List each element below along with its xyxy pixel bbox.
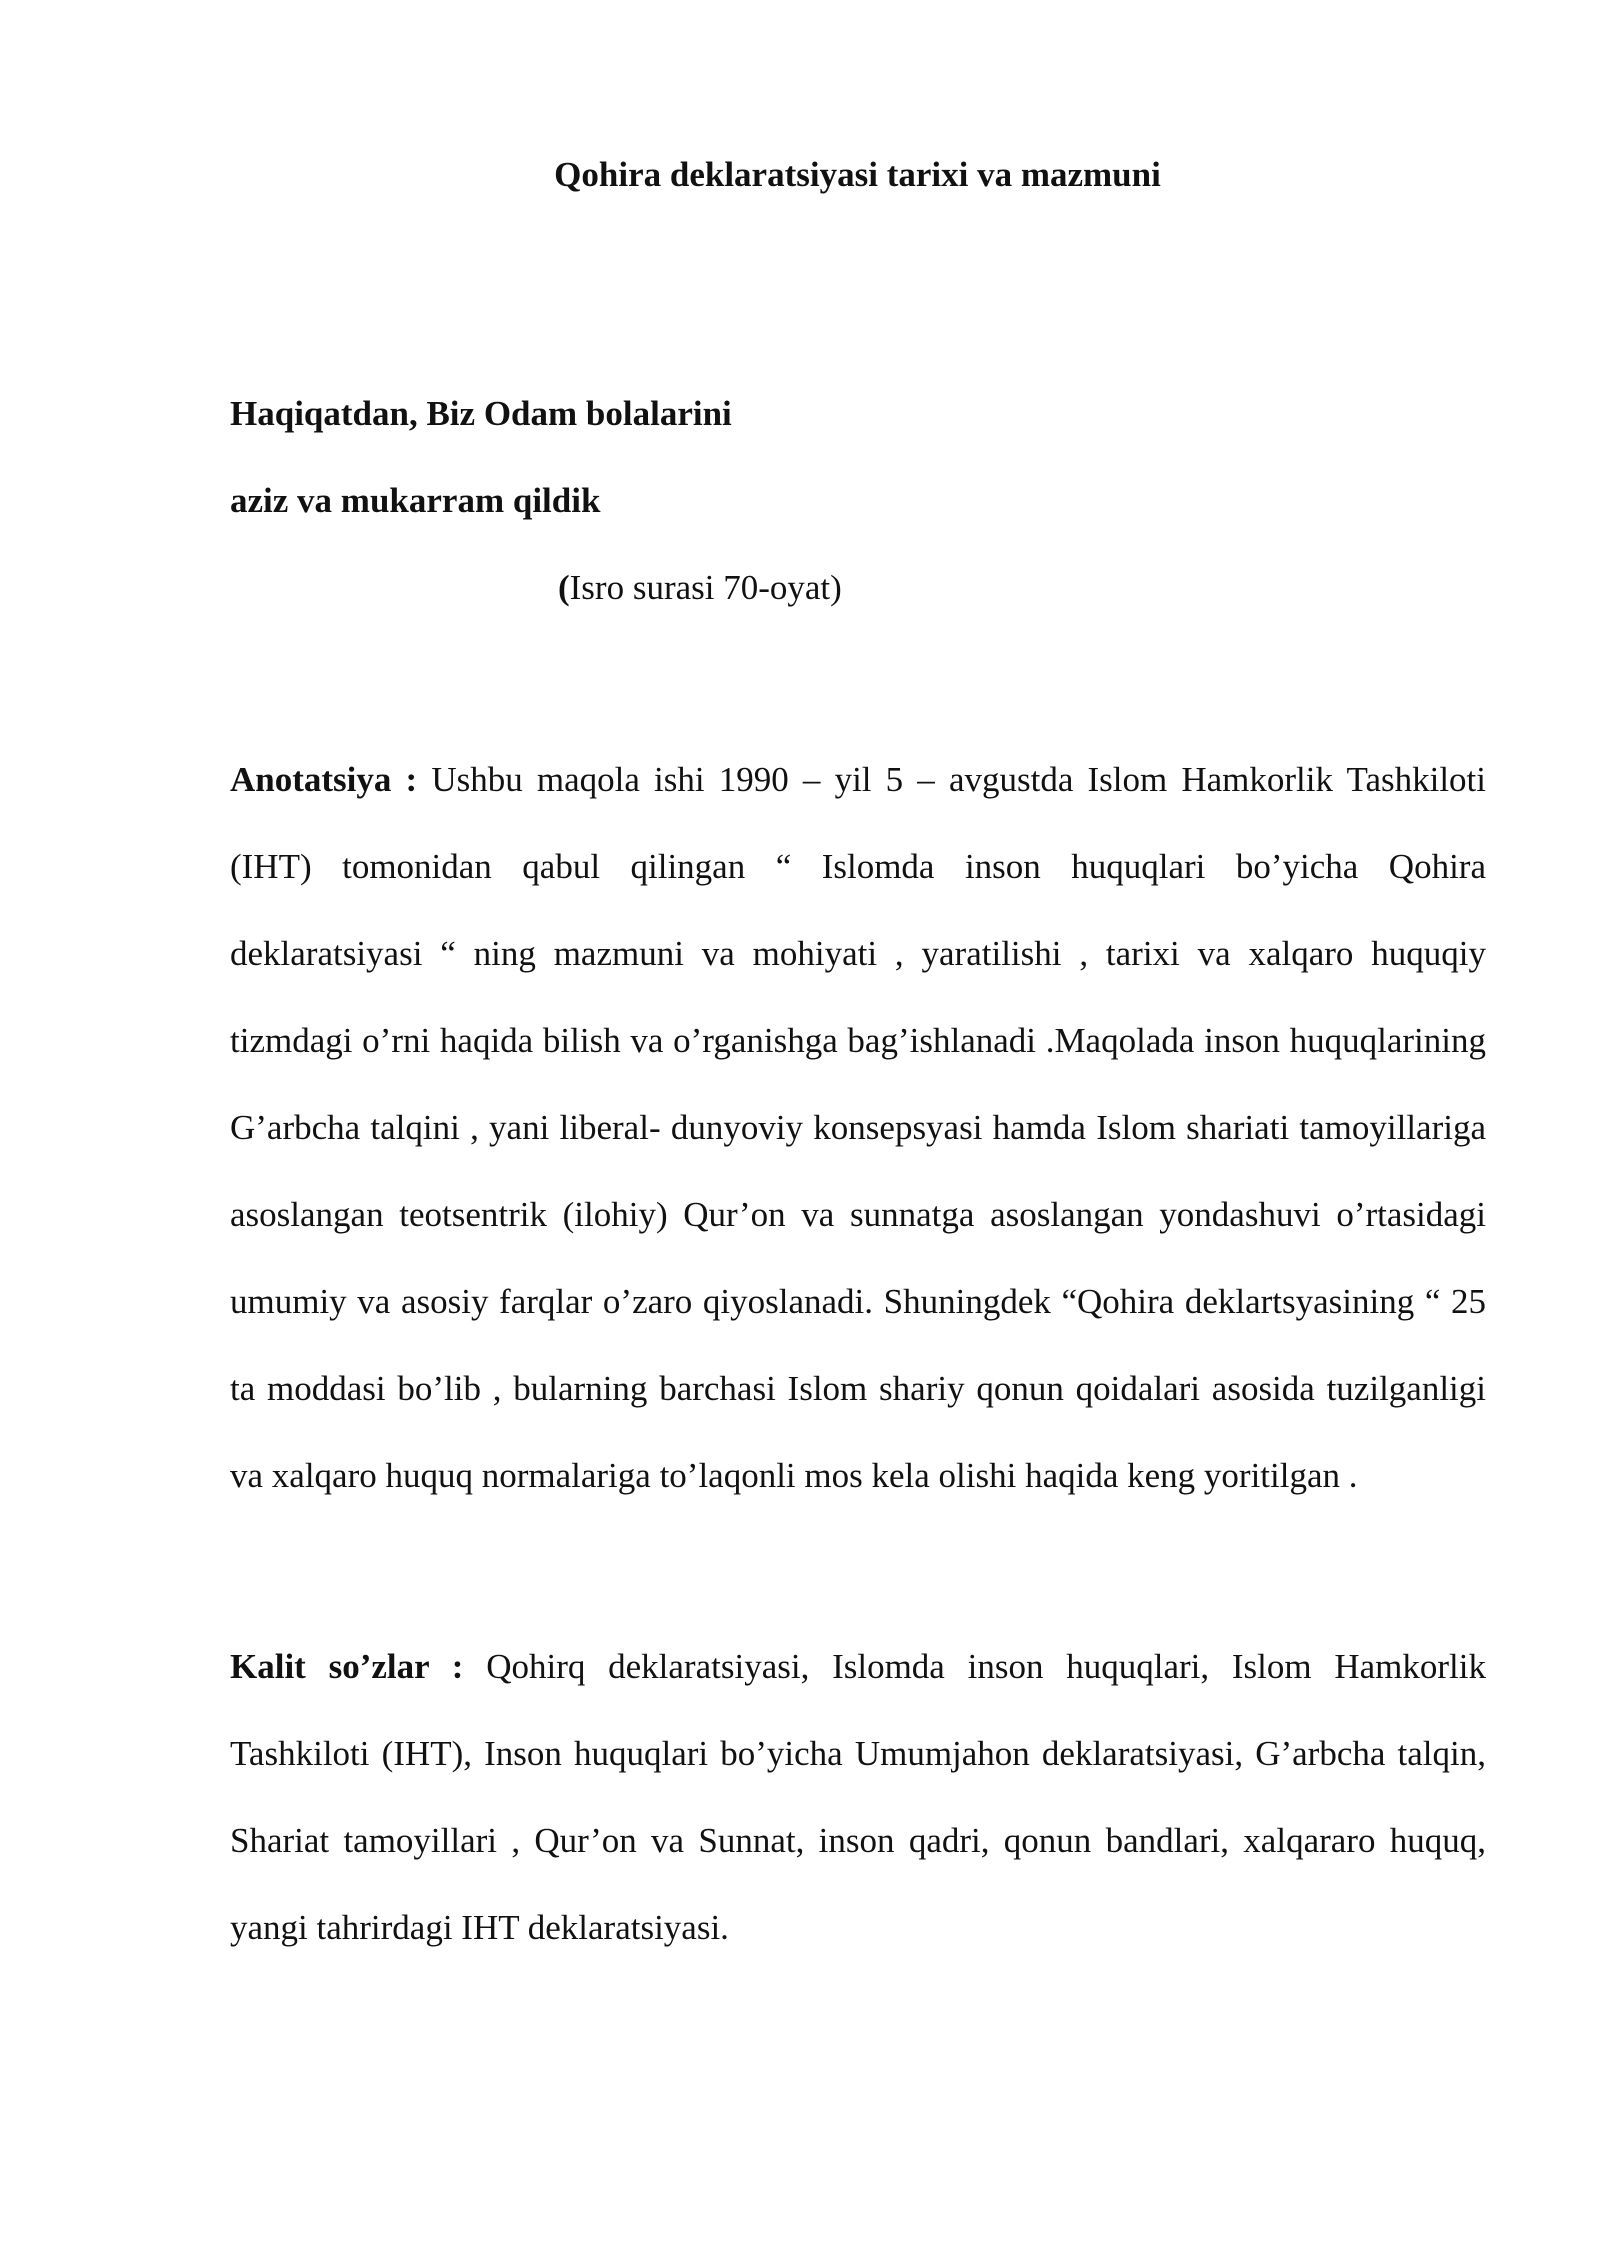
epigraph-line-1: Haqiqatdan, Biz Odam bolalarini — [230, 394, 732, 433]
keywords-text: Qohirq deklaratsiyasi, Islomda inson huquqlari, Islom Hamkorlik Tashkiloti (IHT), Inson huquqlari bo’yicha Umumjahon deklaratsiyasi, G’arbcha talqin, Shariat tamoyillari , Qur’on va Sunnat, inson qadri, qonun bandlari, xalqararo huquq, yangi tahrirdagi IHT deklaratsiyasi. — [230, 1647, 1486, 1947]
abstract-text: Ushbu maqola ishi 1990 – yil 5 – avgustda Islom Hamkorlik Tashkiloti (IHT) tomonidan qabul qilingan “ Islomda inson huquqlari bo’yicha Qohira deklaratsiyasi “ ning mazmuni va mohiyati , yaratilishi , tarixi va xalqaro huquqiy tizmdagi o’rni haqida bilish va o’rganishga bag’ishlanadi .Maqolada inson huquqlarining G’arbcha talqini , yani liberal- dunyoviy konsepsyasi hamda Islom shariati tamoyillariga asoslangan teotsentrik (ilohiy) Qur’on va sunnatga asoslangan yondashuvi o’rtasidagi umumiy va asosiy farqlar o’zaro qiyoslanadi. Shuningdek “Qohira deklartsyasining “ 25 ta moddasi bo’lib , bularning barchasi Islom shariy qonun qoidalari asosida tuzilganligi va xalqaro huquq normalariga to’laqonli mos kela olishi haqida keng yoritilgan . — [230, 760, 1487, 1495]
epigraph-source-text: Isro surasi 70-oyat) — [569, 568, 842, 607]
epigraph-source — [558, 563, 842, 613]
abstract-label: Anotatsiya : — [230, 760, 418, 799]
epigraph-line-2: aziz va mukarram qildik — [230, 481, 601, 520]
document-title: Qohira deklaratsiyasi tarixi va mazmuni — [554, 155, 1161, 194]
keywords-label: Kalit so’zlar : — [230, 1647, 464, 1686]
keywords-paragraph — [230, 1623, 1486, 1971]
abstract-paragraph — [230, 736, 1486, 1519]
epigraph-source-open-paren: ( — [558, 568, 570, 607]
